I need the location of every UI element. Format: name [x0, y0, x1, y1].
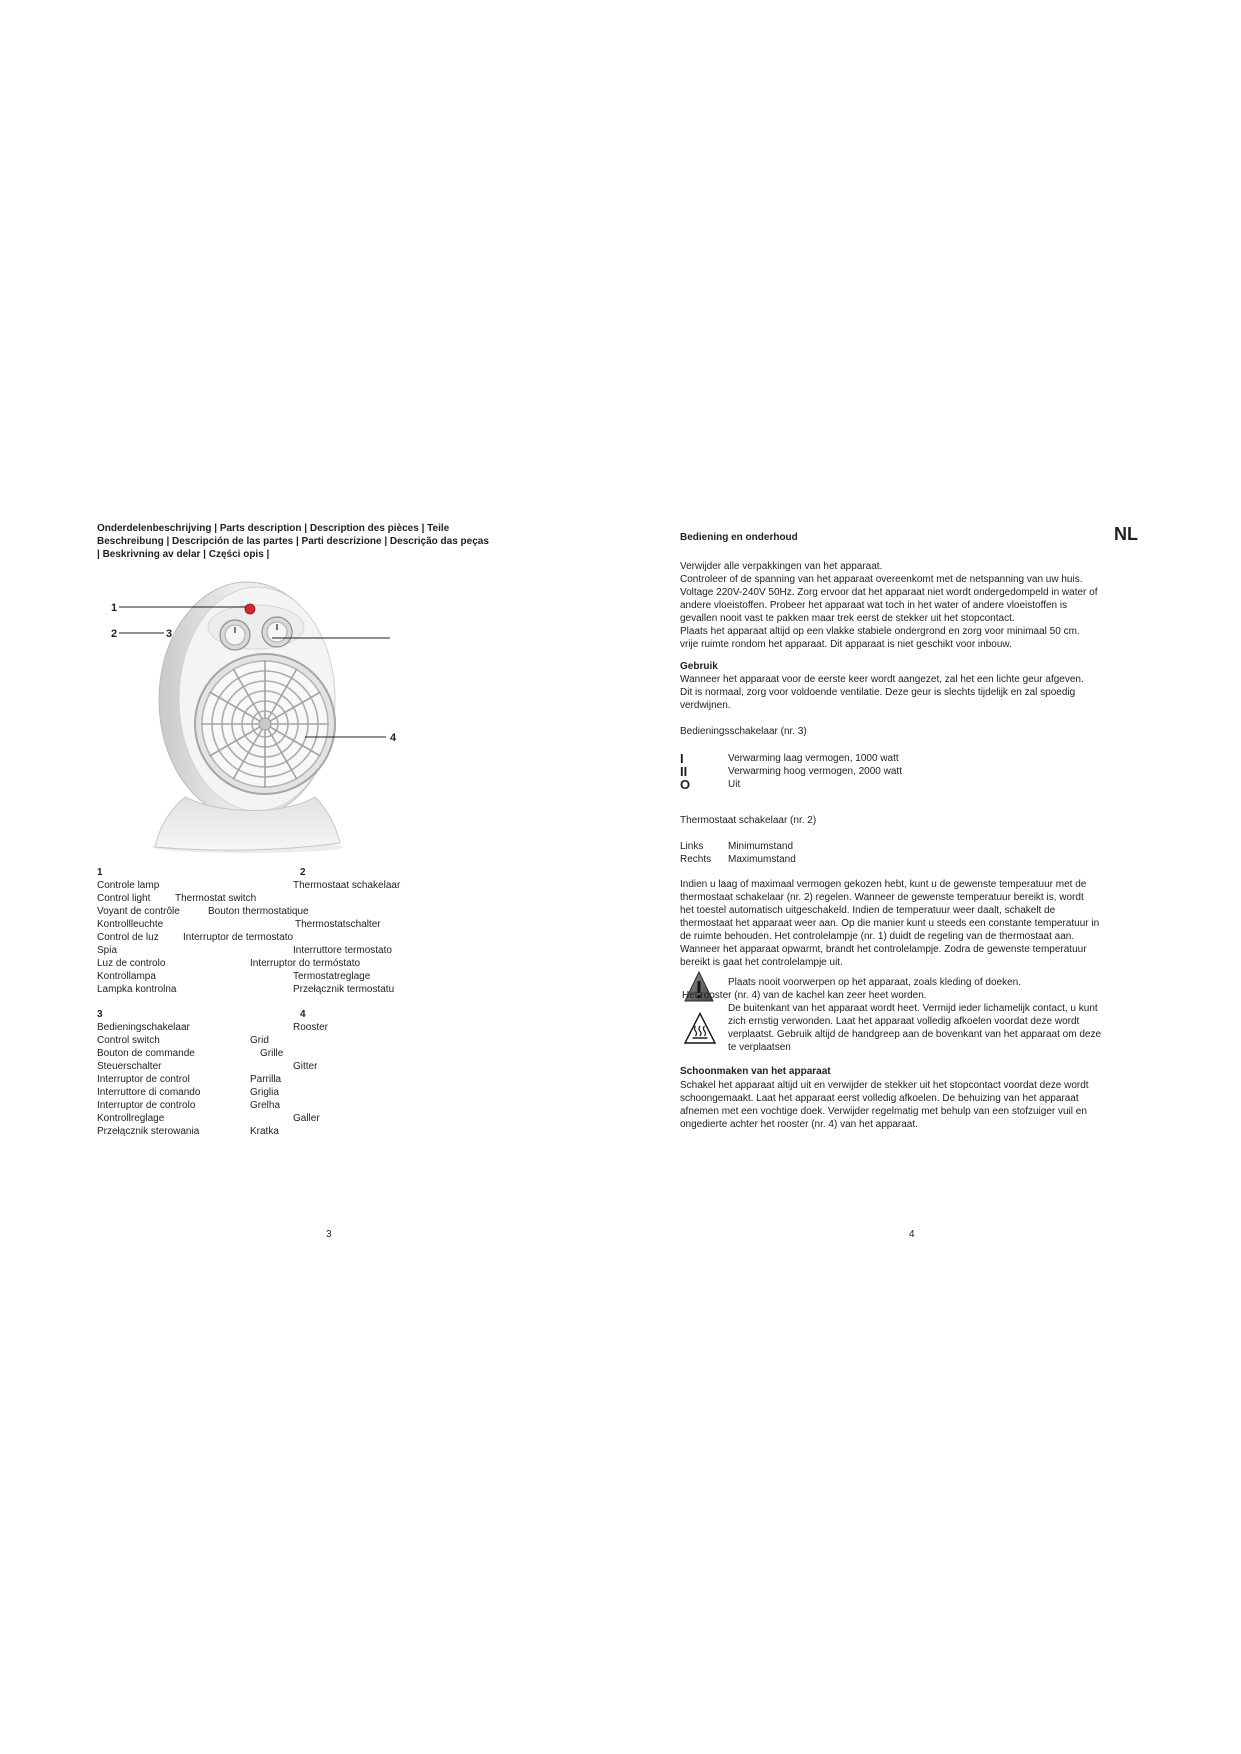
fan-grille: [195, 654, 335, 794]
part-2-name: Interruptor de termostato: [183, 932, 294, 943]
part-1-name: Controle lamp: [97, 880, 160, 891]
thermostat-heading: Thermostaat schakelaar (nr. 2): [680, 815, 817, 826]
part-3-name: Control switch: [97, 1035, 160, 1046]
figure-label-4: 4: [390, 732, 397, 744]
part-4-name: Parrilla: [250, 1074, 282, 1085]
fan-heater-illustration: [100, 575, 400, 855]
switch-position-row: [680, 764, 980, 777]
page-number-left: 3: [326, 1229, 332, 1240]
thermostat-positions-table: [680, 840, 980, 866]
part-3-name: Interruptor de controlo: [97, 1100, 196, 1111]
part-number-2: 2: [300, 867, 306, 878]
text-line: vrije ruimte rondom het apparaat. Dit apparaat is niet geschikt voor inbouw.: [680, 639, 1012, 650]
text-line: schoongemaakt. Laat het apparaat eerst volledig afkoelen. De behuizing van het apparaat: [680, 1093, 1079, 1104]
part-4-name: Galler: [293, 1113, 320, 1124]
part-number-1: 1: [97, 867, 103, 878]
text-line: het toestel automatisch uitgeschakeld. Indien de temperatuur weer daalt, schakelt de: [680, 905, 1056, 916]
part-2-name: Bouton thermostatique: [208, 906, 309, 917]
indicator-light: [245, 604, 255, 614]
warning-line: De buitenkant van het apparaat wordt heet. Vermijd ieder lichamelijk contact, u kunt: [728, 1003, 1098, 1014]
warning-line: Plaats nooit voorwerpen op het apparaat, zoals kleding of doeken.: [728, 977, 1021, 988]
page-number-right: 4: [909, 1229, 915, 1240]
text-line: Controleer of de spanning van het apparaat overeenkomt met de netspanning van uw huis.: [680, 574, 1083, 585]
part-number-3: 3: [97, 1009, 103, 1020]
usage-paragraph: [680, 673, 1084, 712]
figure-label-3: 3: [166, 628, 173, 640]
part-1-name: Lampka kontrolna: [97, 984, 177, 995]
part-2-name: Przełącznik termostatu: [293, 984, 395, 995]
section-heading-operation: Bediening en onderhoud: [680, 532, 798, 543]
figure-label-1: 1: [111, 602, 118, 614]
warning-line: verplaatst. Gebruik altijd de handgreep aan de bovenkant van het apparaat om deze: [728, 1029, 1102, 1040]
part-2-name: Interruttore termostato: [293, 945, 392, 956]
language-code: NL: [1114, 524, 1138, 544]
part-4-name: Griglia: [250, 1087, 279, 1098]
part-2-name: Termostatreglage: [293, 971, 371, 982]
switch-heading: Bedieningsschakelaar (nr. 3): [680, 726, 807, 737]
switch-position-row: [680, 777, 980, 790]
part-3-name: Bouton de commande: [97, 1048, 195, 1059]
thermostat-description: Minimumstand: [728, 841, 794, 852]
text-line: Wanneer het apparaat opwarmt, brandt het controlelampje. Zodra de gewenste temperatuur: [680, 944, 1087, 955]
part-4-name: Grelha: [250, 1100, 281, 1111]
part-3-name: Interruptor de control: [97, 1074, 190, 1085]
text-line: Verwijder alle verpakkingen van het apparaat.: [680, 561, 883, 572]
text-line: Wanneer het apparaat voor de eerste keer wordt aangezet, zal het een lichte geur afgeven.: [680, 674, 1084, 685]
intro-paragraph: [680, 560, 1098, 651]
thermostat-position: Links: [680, 841, 704, 852]
text-line: Voltage 220V-240V 50Hz. Zorg ervoor dat het apparaat niet wordt ondergedompeld in water of: [680, 587, 1098, 598]
thermostat-position-row: [680, 840, 980, 853]
part-1-name: Control de luz: [97, 932, 159, 943]
switch-symbol: II: [680, 764, 688, 779]
title-line: Beschreibung | Descripción de las partes | Parti descrizione | Descrição das peças: [97, 536, 489, 547]
warning-line: zich ernstig verwonden. Laat het apparaat volledig afkoelen voordat deze wordt: [728, 1016, 1080, 1027]
switch-knob: [220, 620, 250, 650]
part-3-name: Kontrollreglage: [97, 1113, 165, 1124]
text-line: thermostaat het apparaat weer aan. Op die manier kunt u steeds een constante temperatuur in: [680, 918, 1100, 929]
text-line: verdwijnen.: [680, 700, 731, 711]
switch-description: Uit: [728, 779, 741, 790]
parts-description-title: [97, 522, 489, 561]
title-line: Onderdelenbeschrijving | Parts description | Description des pièces | Teile: [97, 523, 450, 534]
cleaning-paragraph: [680, 1079, 1089, 1131]
part-3-name: Przełącznik sterowania: [97, 1126, 200, 1137]
part-1-name: Voyant de contrôle: [97, 906, 180, 917]
text-line: Plaats het apparaat altijd op een vlakke stabiele ondergrond en zorg voor minimaal 50 cm.: [680, 626, 1080, 637]
switch-positions-table: [680, 751, 980, 790]
switch-position-row: [680, 751, 980, 764]
thermostat-description: Maximumstand: [728, 854, 796, 865]
text-line: andere vloeistoffen. Probeer het apparaat wat toch in het water of andere vloeistoffen is: [680, 600, 1068, 611]
part-1-name: Kontrollleuchte: [97, 919, 164, 930]
thermostat-position-row: [680, 853, 980, 866]
section-heading-usage: Gebruik: [680, 661, 718, 672]
part-1-name: Kontrollampa: [97, 971, 156, 982]
text-line: afnemen met een vochtige doek. Verwijder regelmatig met behulp van een stofzuiger vuil en: [680, 1106, 1087, 1117]
text-line: de ruimte behouden. Het controlelampje (nr. 1) duidt de regeling van de thermostaat aan.: [680, 931, 1075, 942]
part-3-name: Steuerschalter: [97, 1061, 162, 1072]
part-4-name: Rooster: [293, 1022, 329, 1033]
warning-paragraph: [728, 1002, 1101, 1054]
warning-line: Het rooster (nr. 4) van de kachel kan zeer heet worden.: [682, 990, 927, 1001]
part-number-4: 4: [300, 1009, 306, 1020]
figure-label-2: 2: [111, 628, 118, 640]
section-heading-cleaning: Schoonmaken van het apparaat: [680, 1066, 831, 1077]
part-2-name: Thermostat switch: [175, 893, 257, 904]
part-1-name: Luz de controlo: [97, 958, 166, 969]
text-line: Dit is normaal, zorg voor voldoende ventilatie. Deze geur is slechts tijdelijk en zal spoedig: [680, 687, 1076, 698]
title-line: | Beskrivning av delar | Części opis |: [97, 549, 270, 560]
hot-surface-icon: [684, 1012, 716, 1045]
text-line: ongedierte achter het rooster (nr. 4) van het apparaat.: [680, 1119, 918, 1130]
switch-symbol: O: [680, 777, 691, 792]
thermostat-position: Rechts: [680, 854, 712, 865]
switch-description: Verwarming laag vermogen, 1000 watt: [728, 753, 899, 764]
text-line: thermostaat schakelaar (nr. 2) regelen. Wanneer de gewenste temperatuur bereikt is, wordt: [680, 892, 1084, 903]
text-line: Indien u laag of maximaal vermogen gekozen hebt, kunt u de gewenste temperatuur met de: [680, 879, 1087, 890]
part-1-name: Spia: [97, 945, 118, 956]
part-3-name: Interruttore di comando: [97, 1087, 201, 1098]
warning-line: te verplaatsen: [728, 1042, 791, 1053]
part-2-name: Thermostatschalter: [295, 919, 381, 930]
part-2-name: Interruptor do termóstato: [250, 958, 361, 969]
thermostat-knob: [262, 617, 292, 647]
text-line: Schakel het apparaat altijd uit en verwijder de stekker uit het stopcontact voordat deze wordt: [680, 1080, 1089, 1091]
part-3-name: Bedieningschakelaar: [97, 1022, 190, 1033]
part-4-name: Kratka: [250, 1126, 279, 1137]
part-1-name: Control light: [97, 893, 151, 904]
part-2-name: Thermostaat schakelaar: [293, 880, 401, 891]
part-4-name: Grid: [250, 1035, 269, 1046]
part-4-name: Gitter: [293, 1061, 318, 1072]
switch-description: Verwarming hoog vermogen, 2000 watt: [728, 766, 902, 777]
text-line: bereikt is gaat het controlelampje uit.: [680, 957, 843, 968]
text-line: gevallen nooit vast te pakken maar trek eerst de stekker uit het stopcontact.: [680, 613, 1015, 624]
part-4-name: Grille: [260, 1048, 284, 1059]
switch-symbol: I: [680, 751, 684, 766]
thermostat-paragraph: [680, 878, 1099, 969]
